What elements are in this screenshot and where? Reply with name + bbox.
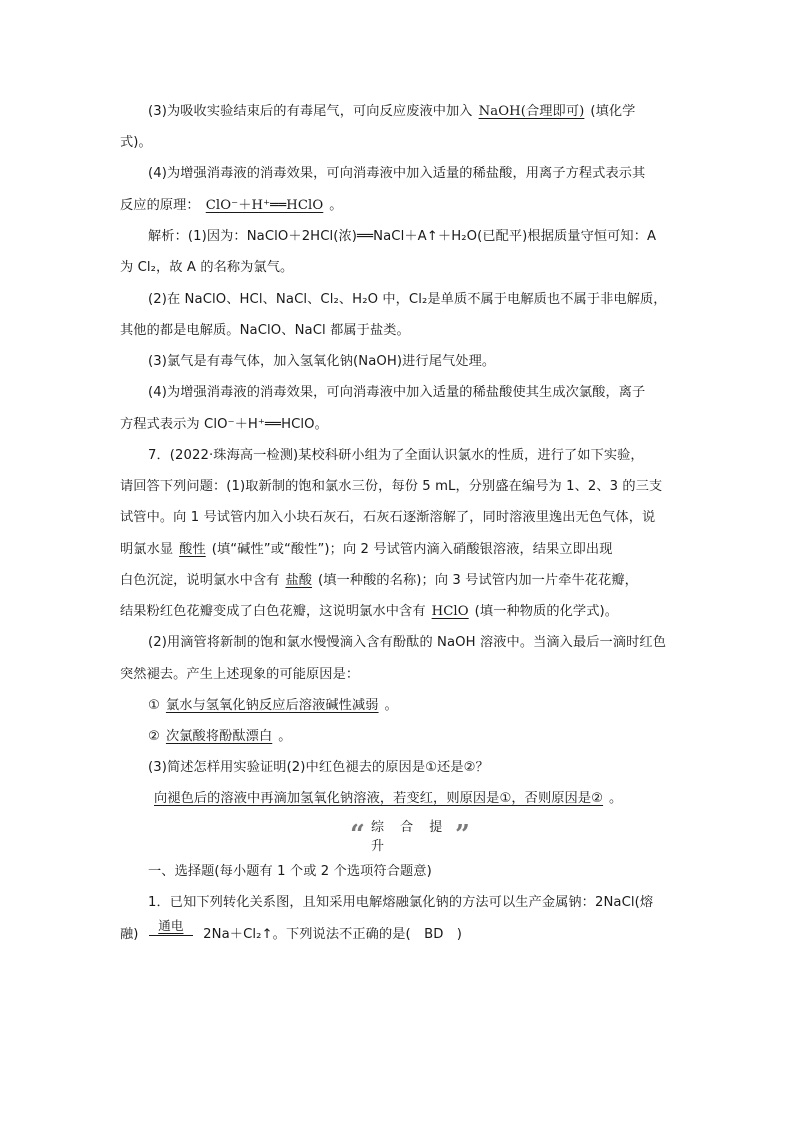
question-1: 1．已知下列转化关系图，且知采用电解熔融氯化钠的方法可以生产金属钠：2NaCl(熔 <box>148 895 654 910</box>
reaction-condition <box>149 919 193 937</box>
answer-blank: 向褪色后的溶液中再滴加氢氧化钠溶液，若变红，则原因是①，否则原因是② <box>154 791 604 806</box>
answer-blank: ClO⁻＋H⁺══HClO <box>205 198 324 213</box>
text-line <box>148 789 622 809</box>
text-segment: 明氯水显 <box>120 542 174 557</box>
text-segment: 反应的原理： <box>120 198 200 213</box>
text-segment: 2Na＋Cl₂↑。下列说法不正确的是( BD ) <box>203 927 463 942</box>
text-line <box>148 727 292 747</box>
answer-blank: 酸性 <box>179 542 206 557</box>
text-line: (3)氯气是有毒气体，加入氢氧化钠(NaOH)进行尾气处理。 <box>148 354 496 369</box>
text-line: 试管中。向 1 号试管内加入小块石灰石，石灰石逐渐溶解了，同时溶液里逸出无色气体，说 <box>120 510 656 525</box>
text-segment: 结果粉红色花瓣变成了白色花瓣，这说明氯水中含有 <box>120 604 426 619</box>
text-line: (3)简述怎样用实验证明(2)中红色褪去的原因是①还是②？ <box>148 760 489 775</box>
text-line: 方程式表示为 ClO⁻＋H⁺══HClO。 <box>120 417 328 432</box>
text-line: 突然褪去。产生上述现象的可能原因是： <box>120 667 360 682</box>
text-segment: (填一种酸的名称)；向 3 号试管内加一片牵牛花花瓣， <box>318 573 638 588</box>
section-label: 综 合 提 升 <box>370 820 449 854</box>
text-line: (2)在 NaClO、HCl、NaCl、Cl₂、H₂O 中，Cl₂是单质不属于电解质也不属于非电解质， <box>148 292 667 307</box>
text-line: (4)为增强消毒液的消毒效果，可向消毒液中加入适量的稀盐酸，用离子方程式表示其 <box>148 166 646 181</box>
left-quote-icon: “ <box>350 820 365 850</box>
text-segment: 白色沉淀，说明氯水中含有 <box>120 573 280 588</box>
text-line: (2)用滴管将新制的饱和氯水慢慢滴入含有酚酞的 NaOH 溶液中。当滴入最后一滴时红色 <box>148 635 666 650</box>
text-segment: ① <box>148 698 160 713</box>
text-segment: 。 <box>384 698 398 713</box>
text-segment: 。 <box>278 729 292 744</box>
question-7: 7．(2022·珠海高一检测)某校科研小组为了全面认识氯水的性质，进行了如下实验， <box>148 448 644 463</box>
condition-label: 通电 <box>158 918 184 933</box>
text-segment: 融) <box>120 927 139 942</box>
text-segment: (3)为吸收实验结束后的有毒尾气，可向反应废液中加入 <box>148 104 473 119</box>
text-line: (4)为增强消毒液的消毒效果，可向消毒液中加入适量的稀盐酸使其生成次氯酸，离子 <box>148 385 646 400</box>
text-line: 其他的都是电解质。NaClO、NaCl 都属于盐类。 <box>120 323 410 338</box>
answer-blank: 次氯酸将酚酞漂白 <box>165 729 273 744</box>
answer-blank: HClO <box>431 604 469 619</box>
text-line <box>120 571 638 591</box>
text-line: 请回答下列问题：(1)取新制的饱和氯水三份，每份 5 mL，分别盛在编号为 1、2、3 的三支 <box>120 479 663 494</box>
text-segment: (填一种物质的化学式)。 <box>474 604 619 619</box>
text-line <box>120 602 618 622</box>
text-segment: 。 <box>329 198 343 213</box>
text-line: 为 Cl₂，故 A 的名称为氯气。 <box>120 260 294 275</box>
subsection-heading: 一、选择题(每小题有 1 个或 2 个选项符合题意) <box>148 864 432 879</box>
text-line <box>148 696 398 716</box>
text-line <box>120 918 463 945</box>
text-line: 解析：(1)因为：NaClO＋2HCl(浓)══NaCl＋A↑＋H₂O(已配平)根据质量守恒可知：A <box>148 229 657 244</box>
text-line <box>120 540 613 560</box>
text-segment: (填“碱性”或“酸性”)；向 2 号试管内滴入硝酸银溶液，结果立即出现 <box>211 542 613 557</box>
answer-blank: NaOH(合理即可) <box>478 104 585 119</box>
double-bar <box>149 935 193 937</box>
right-quote-icon: ” <box>455 820 470 850</box>
answer-blank: 氯水与氢氧化钠反应后溶液碱性减弱 <box>165 698 379 713</box>
text-segment: ② <box>148 729 160 744</box>
answer-blank: 盐酸 <box>285 573 313 588</box>
text-line <box>148 102 635 122</box>
text-line <box>120 196 343 216</box>
section-heading <box>350 820 470 854</box>
text-segment: (填化学 <box>590 104 636 119</box>
text-segment: 。 <box>609 791 623 806</box>
text-line: 式)。 <box>120 135 152 150</box>
